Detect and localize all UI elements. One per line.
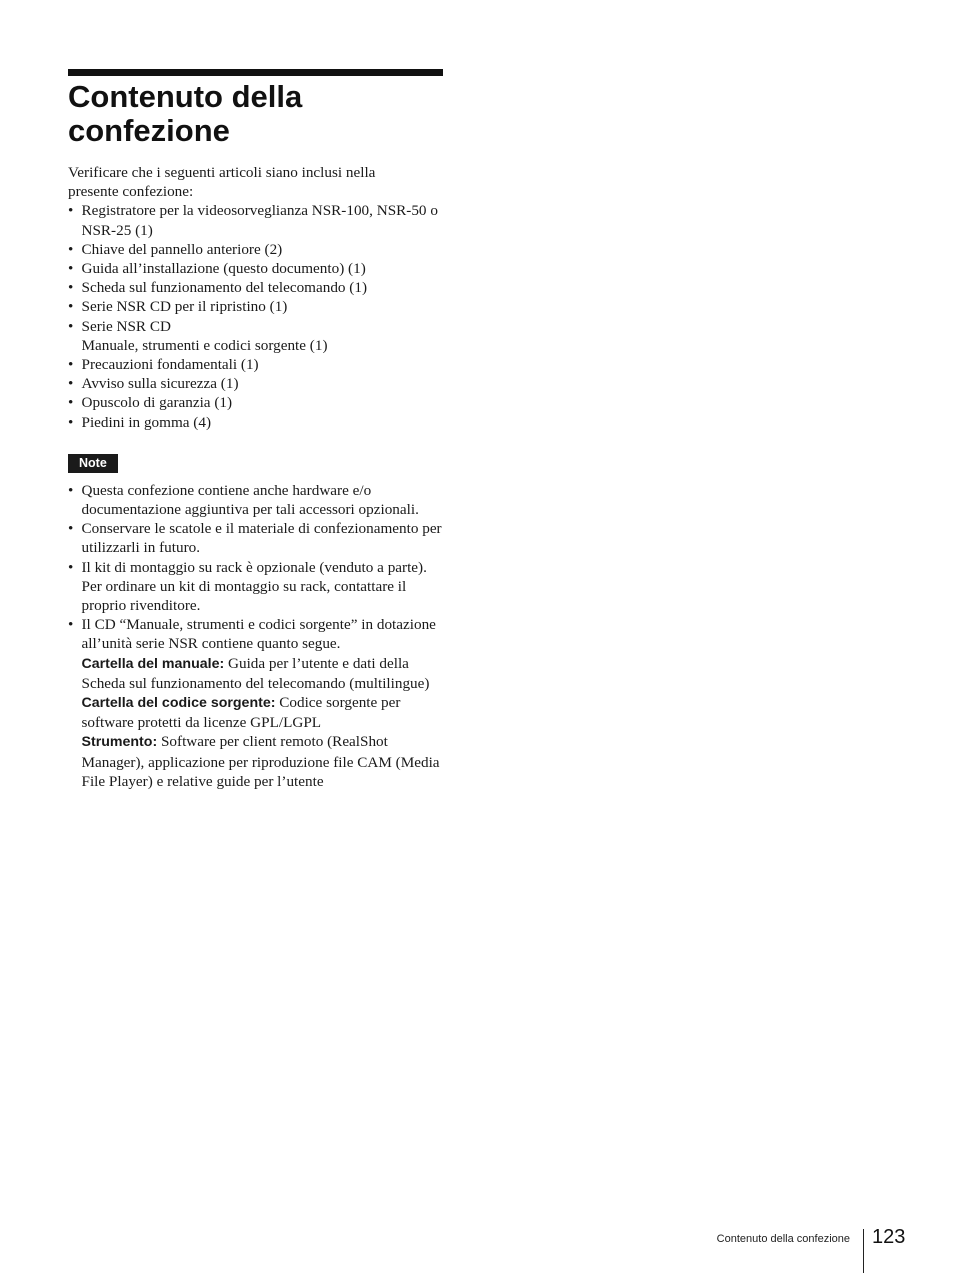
title-rule [68, 69, 443, 76]
footer-section-title: Contenuto della confezione [716, 1233, 850, 1245]
note-item-text: Il CD “Manuale, strumenti e codici sorgente” in dotazione all’unità serie NSR contiene quanto segue. [81, 616, 436, 653]
sub-label: Strumento: [81, 734, 158, 751]
list-item: • Guida all’installazione (questo documento) (1) [68, 259, 448, 278]
note-item: • Conservare le scatole e il materiale di confezionamento per utilizzarli in futuro. [68, 519, 448, 557]
package-contents-list [68, 201, 448, 431]
list-item: • Serie NSR CD per il ripristino (1) [68, 297, 448, 316]
list-item: • Registratore per la videosorveglianza NSR-100, NSR-50 o NSR-25 (1) [68, 201, 448, 239]
list-item: • Avviso sulla sicurezza (1) [68, 374, 448, 393]
intro-line2: presente confezione: [68, 183, 194, 201]
page-title-line2: confezione [68, 113, 230, 148]
cd-manual-folder [82, 654, 449, 693]
list-item: • Chiave del pannello anteriore (2) [68, 240, 448, 259]
note-badge: Note [68, 454, 118, 473]
intro-text [68, 163, 448, 201]
sub-text: Software per client remoto (RealShot Manager), applicazione per riproduzione file CAM (Media File Player) e relative guide per l’utente [81, 733, 440, 790]
list-item-line: Serie NSR CD [81, 317, 171, 335]
list-item: • Piedini in gomma (4) [68, 413, 448, 432]
list-item [68, 317, 448, 355]
sub-label: Cartella del manuale: [81, 655, 225, 672]
main-content [68, 163, 448, 791]
footer-divider [863, 1229, 864, 1273]
note-item: • Il kit di montaggio su rack è opzionale (venduto a parte). Per ordinare un kit di montaggio su rack, contattare il proprio rivenditore. [68, 558, 448, 616]
page-number: 123 [872, 1226, 906, 1248]
list-item: • Opuscolo di garanzia (1) [68, 393, 448, 412]
sub-text: Guida per l’utente e dati della Scheda sul funzionamento del telecomando (multilingue) [81, 654, 430, 692]
cd-source-folder [82, 693, 449, 732]
page-title-line1: Contenuto della [68, 79, 303, 114]
notes-list [68, 481, 448, 791]
list-item-line: Manuale, strumenti e codici sorgente (1) [81, 336, 328, 354]
sub-label: Cartella del codice sorgente: [81, 695, 276, 712]
page-title [68, 80, 448, 148]
list-item: • Precauzioni fondamentali (1) [68, 355, 448, 374]
sub-text: Codice sorgente per software protetti da licenze GPL/LGPL [81, 694, 401, 732]
note-item [68, 615, 448, 791]
note-item: • Questa confezione contiene anche hardware e/o documentazione aggiuntiva per tali accessori opzionali. [68, 481, 448, 519]
list-item: • Scheda sul funzionamento del telecomando (1) [68, 278, 448, 297]
intro-line1: Verificare che i seguenti articoli siano inclusi nella [68, 164, 376, 181]
cd-tool-folder [82, 732, 449, 791]
